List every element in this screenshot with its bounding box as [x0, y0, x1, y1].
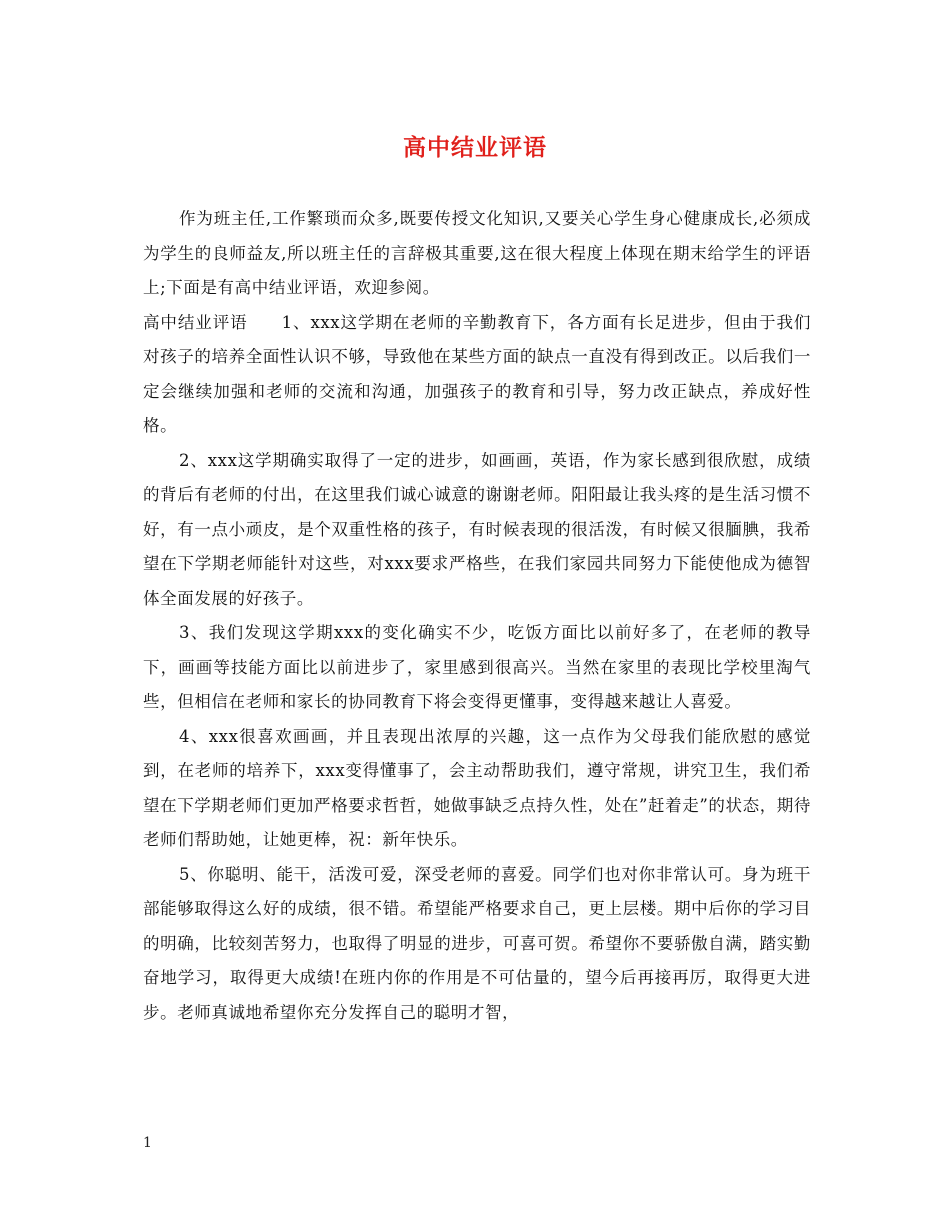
- section-label: 高中结业评语: [143, 312, 248, 332]
- comment-paragraph-3: 3、我们发现这学期xxx的变化确实不少，吃饭方面比以前好多了，在老师的教导下，画画等技能方面比以前进步了，家里感到很高兴。当然在家里的表现比学校里淘气些，但相信在老师和家长的协同教育下将会变得更懂事，变得越来越让人喜爱。: [143, 623, 811, 711]
- intro-paragraph: 作为班主任,工作繁琐而众多,既要传授文化知识,又要关心学生身心健康成长,必须成为学生的良师益友,所以班主任的言辞极其重要,这在很大程度上体现在期末给学生的评语上;下面是有高中结业评语，欢迎参阅。: [143, 209, 811, 297]
- page-number: 1: [143, 1135, 152, 1151]
- comment-paragraph-5: 5、你聪明、能干，活泼可爱，深受老师的喜爱。同学们也对你非常认可。身为班干部能够取得这么好的成绩，很不错。希望能严格要求自己，更上层楼。期中后你的学习目的明确，比较刻苦努力，也取得了明显的进步，可喜可贺。希望你不要骄傲自满，踏实勤奋地学习，取得更大成绩!在班内你的作用是不可估量的，望今后再接再厉，取得更大进步。老师真诚地希望你充分发挥自己的聪明才智，: [143, 864, 811, 1022]
- comment-paragraph-4: 4、xxx很喜欢画画，并且表现出浓厚的兴趣，这一点作为父母我们能欣慰的感觉到，在老师的培养下，xxx变得懂事了，会主动帮助我们，遵守常规，讲究卫生，我们希望在下学期老师们更加严格要求哲哲，她做事缺乏点持久性，处在”赶着走”的状态，期待老师们帮助她，让她更棒，祝：新年快乐。: [143, 726, 811, 849]
- comment-1-text: 1、xxx这学期在老师的辛勤教育下，各方面有长足进步，但由于我们对孩子的培养全面性认识不够，导致他在某些方面的缺点一直没有得到改正。以后我们一定会继续加强和老师的交流和沟通，加强孩子的教育和引导，努力改正缺点，养成好性格。: [143, 312, 811, 435]
- comment-paragraph-1: [143, 306, 811, 444]
- document-title: 高中结业评语: [403, 134, 547, 161]
- document-body: [143, 202, 811, 1030]
- comment-paragraph-2: 2、xxx这学期确实取得了一定的进步，如画画，英语，作为家长感到很欣慰，成绩的背后有老师的付出，在这里我们诚心诚意的谢谢老师。阳阳最让我头疼的是生活习惯不好，有一点小顽皮，是个双重性格的孩子，有时候表现的很活泼，有时候又很腼腆，我希望在下学期老师能针对这些，对xxx要求严格些，在我们家园共同努力下能使他成为德智体全面发展的好孩子。: [143, 450, 811, 608]
